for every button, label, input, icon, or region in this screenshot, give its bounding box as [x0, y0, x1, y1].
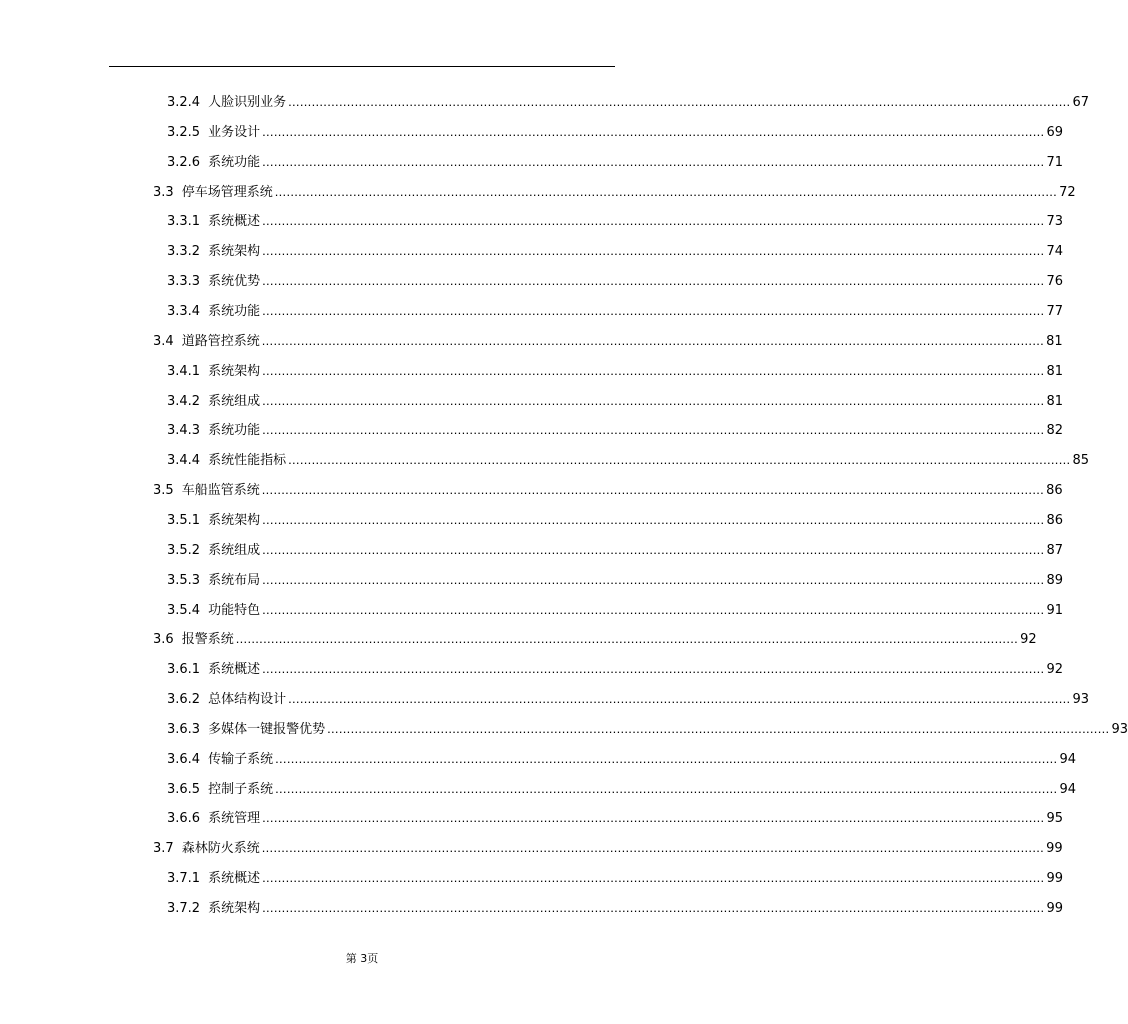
- toc-title: 总体结构设计: [208, 692, 287, 707]
- toc-page-number: 93: [1111, 721, 1128, 737]
- toc-dot-leader: ........................................................................................................................................................................................................: [274, 183, 1058, 199]
- toc-number: 3.4.4: [167, 453, 201, 469]
- toc-page-number: 86: [1046, 483, 1063, 499]
- toc-number: 3.7: [153, 841, 174, 857]
- toc-title: 系统功能: [208, 423, 261, 439]
- toc-number: 3.5.2: [167, 542, 201, 558]
- toc-dot-leader: ........................................................................................................................................................................................................: [262, 810, 1045, 826]
- toc-dot-leader: ........................................................................................................................................................................................................: [235, 631, 1019, 647]
- toc-dot-leader: ........................................................................................................................................................................................................: [262, 392, 1045, 408]
- toc-page-number: 73: [1046, 214, 1064, 230]
- toc-dot-leader: ........................................................................................................................................................................................................: [262, 153, 1045, 169]
- toc-title: 系统架构: [208, 512, 261, 528]
- toc-dot-leader: ........................................................................................................................................................................................................: [262, 362, 1045, 378]
- toc-title: 控制子系统: [208, 781, 274, 797]
- toc-number: 3.4.2: [167, 393, 201, 409]
- toc-entry[interactable]: [153, 331, 1063, 351]
- toc-entry[interactable]: [167, 808, 1064, 828]
- toc-entry[interactable]: [167, 361, 1064, 381]
- toc-dot-leader: ........................................................................................................................................................................................................: [288, 691, 1071, 706]
- toc-dot-leader: ........................................................................................................................................................................................................: [262, 273, 1045, 289]
- toc-number: 3.6.5: [167, 781, 201, 797]
- toc-entry[interactable]: [167, 659, 1064, 679]
- toc-entry[interactable]: [153, 480, 1063, 500]
- toc-page-number: 89: [1046, 572, 1064, 588]
- page-footer: [0, 950, 724, 966]
- toc-title: 停车场管理系统: [181, 184, 273, 200]
- toc-dot-leader: ........................................................................................................................................................................................................: [288, 94, 1071, 109]
- toc-title: 系统概述: [208, 214, 261, 230]
- toc-entry[interactable]: [167, 540, 1064, 560]
- toc-title: 系统布局: [208, 572, 261, 588]
- toc-entry[interactable]: [153, 629, 1037, 649]
- toc-number: 3.4.3: [167, 423, 201, 439]
- toc-page-number: 82: [1046, 423, 1064, 439]
- toc-number: 3.3: [153, 184, 174, 200]
- toc-dot-leader: ........................................................................................................................................................................................................: [262, 123, 1045, 139]
- toc-number: 3.5.3: [167, 572, 201, 588]
- toc-title: 报警系统: [181, 632, 234, 648]
- toc-page-number: 76: [1046, 274, 1064, 290]
- toc-number: 3.7.1: [167, 871, 201, 887]
- toc-title: 人脸识别业务: [208, 95, 287, 110]
- toc-number: 3.2.5: [167, 124, 201, 140]
- toc-page-number: 99: [1046, 871, 1064, 887]
- toc-page-number: 77: [1046, 304, 1064, 319]
- toc-page-number: 87: [1046, 542, 1064, 558]
- toc-number: 3.5.4: [167, 602, 201, 618]
- toc-page-number: 91: [1046, 602, 1064, 618]
- toc-dot-leader: ........................................................................................................................................................................................................: [262, 571, 1045, 587]
- toc-title: 系统概述: [208, 871, 261, 887]
- toc-dot-leader: ........................................................................................................................................................................................................: [261, 482, 1045, 498]
- toc-dot-leader: ........................................................................................................................................................................................................: [288, 452, 1071, 468]
- toc-dot-leader: ........................................................................................................................................................................................................: [262, 900, 1045, 915]
- toc-entry[interactable]: [167, 211, 1064, 231]
- toc-page-number: 81: [1046, 333, 1063, 349]
- toc-title: 系统功能: [208, 154, 261, 170]
- toc-entry[interactable]: [167, 570, 1064, 590]
- toc-dot-leader: ........................................................................................................................................................................................................: [262, 422, 1045, 438]
- toc-page-number: 92: [1020, 632, 1037, 648]
- toc-dot-leader: ........................................................................................................................................................................................................: [275, 750, 1058, 766]
- toc-title: 传输子系统: [208, 751, 274, 767]
- toc-number: 3.2.4: [167, 95, 201, 110]
- toc-page-number: 74: [1046, 244, 1064, 260]
- toc-title: 系统优势: [208, 274, 261, 290]
- toc-dot-leader: ........................................................................................................................................................................................................: [261, 332, 1045, 348]
- toc-entry[interactable]: [167, 689, 1090, 709]
- toc-title: 森林防火系统: [181, 841, 260, 857]
- toc-dot-leader: ........................................................................................................................................................................................................: [262, 541, 1045, 557]
- toc-dot-leader: ........................................................................................................................................................................................................: [275, 780, 1058, 796]
- toc-page-number: 71: [1046, 154, 1064, 170]
- toc-number: 3.3.4: [167, 304, 201, 319]
- toc-dot-leader: ........................................................................................................................................................................................................: [261, 840, 1045, 856]
- toc-page-number: 95: [1046, 811, 1064, 827]
- toc-number: 3.6.4: [167, 751, 201, 767]
- toc-title: 系统架构: [208, 901, 261, 916]
- toc-number: 3.6.6: [167, 811, 201, 827]
- toc-number: 3.2.6: [167, 154, 201, 170]
- toc-page-number: 69: [1046, 124, 1064, 140]
- toc-entry[interactable]: [167, 122, 1064, 142]
- toc-dot-leader: ........................................................................................................................................................................................................: [262, 870, 1045, 886]
- toc-dot-leader: ........................................................................................................................................................................................................: [262, 303, 1045, 318]
- toc-number: 3.5.1: [167, 512, 201, 528]
- toc-page-number: 85: [1072, 453, 1090, 469]
- toc-page-number: 92: [1046, 662, 1064, 678]
- toc-number: 3.6.3: [167, 721, 201, 737]
- toc-number: 3.4: [153, 333, 174, 349]
- toc-entry[interactable]: [153, 182, 1076, 202]
- toc-number: 3.7.2: [167, 901, 201, 916]
- toc-page-number: 67: [1072, 95, 1090, 110]
- toc-dot-leader: ........................................................................................................................................................................................................: [262, 243, 1045, 259]
- toc-entry[interactable]: [167, 510, 1064, 530]
- toc-dot-leader: ........................................................................................................................................................................................................: [262, 661, 1045, 677]
- toc-title: 功能特色: [208, 602, 261, 618]
- toc-number: 3.4.1: [167, 363, 201, 379]
- toc-page-number: 93: [1072, 692, 1090, 707]
- toc-entry[interactable]: [167, 92, 1090, 112]
- toc-title: 系统功能: [208, 304, 261, 319]
- toc-dot-leader: ........................................................................................................................................................................................................: [327, 720, 1110, 736]
- toc-entry[interactable]: [167, 600, 1064, 620]
- toc-title: 系统架构: [208, 363, 261, 379]
- toc-entry[interactable]: [167, 271, 1064, 291]
- toc-entry[interactable]: [167, 450, 1090, 470]
- toc-entry[interactable]: [167, 241, 1064, 261]
- toc-dot-leader: ........................................................................................................................................................................................................: [262, 601, 1045, 617]
- toc-entry[interactable]: [167, 152, 1064, 172]
- toc-page-number: 99: [1046, 841, 1063, 857]
- toc-page-number: 72: [1059, 184, 1076, 200]
- toc-number: 3.6.2: [167, 692, 201, 707]
- toc-page-number: 86: [1046, 512, 1064, 528]
- toc-number: 3.3.2: [167, 244, 201, 260]
- toc-entry[interactable]: [167, 301, 1064, 321]
- toc-number: 3.3.1: [167, 214, 201, 230]
- toc-page-number: 81: [1046, 363, 1064, 379]
- toc-entry[interactable]: [167, 749, 1077, 769]
- toc-entry[interactable]: [167, 868, 1064, 888]
- toc-page-number: 94: [1059, 781, 1077, 797]
- toc-page-number: 94: [1059, 751, 1077, 767]
- toc-number: 3.3.3: [167, 274, 201, 290]
- toc-title: 业务设计: [208, 124, 261, 140]
- toc-page-number: 81: [1046, 393, 1064, 409]
- toc-title: 系统架构: [208, 244, 261, 260]
- toc-title: 多媒体一键报警优势: [208, 721, 326, 737]
- toc-title: 系统组成: [208, 393, 261, 409]
- toc-title: 道路管控系统: [181, 333, 260, 349]
- toc-entry[interactable]: [167, 719, 1128, 739]
- toc-dot-leader: ........................................................................................................................................................................................................: [262, 213, 1045, 229]
- toc-entry[interactable]: [167, 898, 1064, 918]
- toc-title: 系统性能指标: [208, 453, 287, 469]
- toc-entry[interactable]: [167, 779, 1077, 799]
- page-number-label: 第 3页: [345, 952, 379, 965]
- toc-title: 车船监管系统: [181, 483, 260, 499]
- toc-entry[interactable]: [167, 420, 1064, 440]
- toc-page-number: 99: [1046, 901, 1064, 916]
- toc-title: 系统概述: [208, 662, 261, 678]
- toc-entry[interactable]: [167, 391, 1064, 411]
- toc-entry[interactable]: [153, 838, 1063, 858]
- toc-number: 3.6: [153, 632, 174, 648]
- toc-title: 系统组成: [208, 542, 261, 558]
- toc-title: 系统管理: [208, 811, 261, 827]
- toc-dot-leader: ........................................................................................................................................................................................................: [262, 511, 1045, 527]
- toc-number: 3.6.1: [167, 662, 201, 678]
- toc-number: 3.5: [153, 483, 174, 499]
